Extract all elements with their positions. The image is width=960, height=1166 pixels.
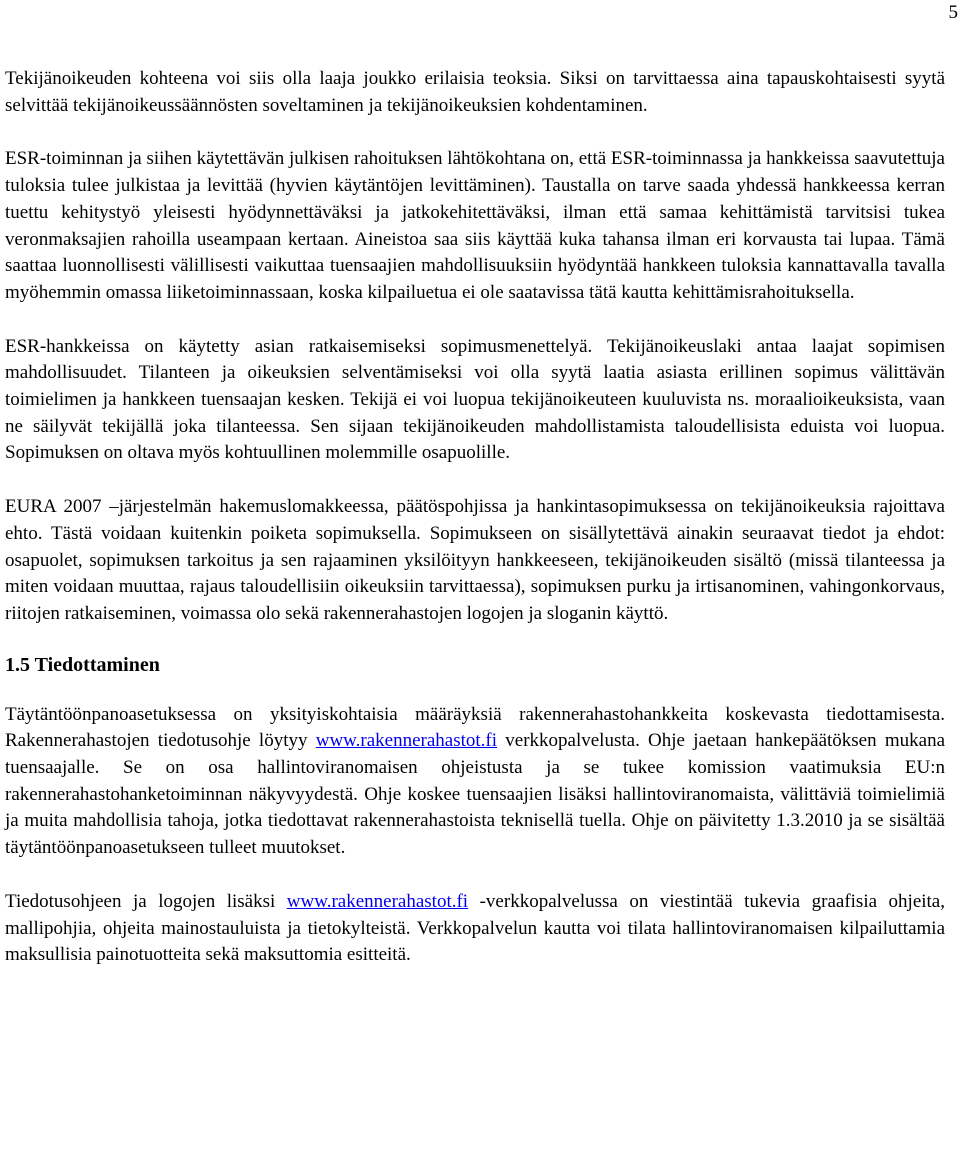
text-segment: verkkopalvelusta. Ohje jaetaan hankepäätöksen mukana tuensaajalle. Se on osa hallintoviranomaisen ohjeistusta ja se tukee komission vaatimuksia EU:n rakennerahastohanketoiminnan näkyvyydestä. Ohje koskee tuensaajien lisäksi hallintoviranomaista, välittäviä toimielimiä ja muita mahdollisia tahoja, jotka tiedottavat rakennerahastoista teknisellä tuella. Ohje on päivitetty 1.3.2010 ja se sisältää täytäntöönpanoasetukseen tulleet muutokset. xyxy=(5,730,945,859)
text-segment: -verkkopalvelussa on viestintää tukevia graafisia ohjeita, mallipohjia, ohjeita mainostauluista ja tietokylteistä. Verkkopalvelun kautta voi tilata hallintoviranomaisen kilpailuttamia maksullisia painotuotteita sekä maksuttomia esitteitä. xyxy=(5,890,945,966)
paragraph-copyright-scope: Tekijänoikeuden kohteena voi siis olla laaja joukko erilaisia teoksia. Siksi on tarvittaessa aina tapauskohtaisesti syytä selvittää tekijänoikeussäännösten soveltaminen ja tekijänoikeuksien kohdentaminen. xyxy=(5,68,945,116)
link-rakennerahastot[interactable]: www.rakennerahastot.fi xyxy=(286,890,469,912)
text-segment: Täytäntöönpanoasetuksessa on yksityiskohtaisia määräyksiä rakennerahastohankkeita koskevasta tiedottamisesta. Rakennerahastojen tiedotusohje löytyy xyxy=(5,703,945,752)
paragraph-contract-procedure: ESR-hankkeissa on käytetty asian ratkaisemiseksi sopimusmenettelyä. Tekijänoikeuslaki antaa laajat sopimisen mahdollisuudet. Tilanteen ja oikeuksien selventämiseksi voi olla syytä laatia asiasta erillinen sopimus välittävän toimielimen ja hankkeen tuensaajan kesken. Tekijä ei voi luopua tekijänoikeuteen kuuluvista ns. moraalioikeuksista, vaan ne säilyvät tekijällä joka tilanteessa. Sen sijaan tekijänoikeuden mahdollistamista taloudellisista eduista voi luopua. Sopimuksen on oltava myös kohtuullinen molemmille osapuolille. xyxy=(5,335,945,464)
paragraph-esr-dissemination: ESR-toiminnan ja siihen käytettävän julkisen rahoituksen lähtökohtana on, että ESR-toiminnassa ja hankkeissa saavutettuja tuloksia tulee julkistaa ja levittää (hyvien käytäntöjen levittäminen). Taustalla on tarve saada yhdessä hankkeessa kerran tuettu kehitystyö yleisesti hyödynnettäväksi ja jatkokehitettäväksi, ilman että samaa kehittämistä tarvitsisi tukea veronmaksajien rahoilla useampaan kertaan. Aineistoa saa siis käyttää kuka tahansa ilman eri korvausta tai lupaa. Tämä saattaa luonnollisesti välillisesti vaikuttaa tuensaajien mahdollisuuksiin hyödyntää hankkeen tuloksia kannattavalla tavalla myöhemmin omassa liiketoiminnassaan, koska kilpailuetua ei ole saatavissa tätä kautta kehittämisrahoituksella. xyxy=(5,148,945,303)
paragraph-web-service xyxy=(5,889,945,969)
paragraph-eura-terms: EURA 2007 –järjestelmän hakemuslomakkeessa, päätöspohjissa ja hankintasopimuksessa on tekijänoikeuksia rajoittava ehto. Tästä voidaan kuitenkin poiketa sopimuksella. Sopimukseen on sisällytettävä ainakin seuraavat tiedot ja ehdot: osapuolet, sopimuksen tarkoitus ja sen rajaaminen yksilöityyn hankkeeseen, tekijänoikeuden sisältö (missä tilanteessa ja miten voidaan muuttaa, rajaus taloudellisiin oikeuksiin tarvittaessa), sopimuksen purku ja irtisanominen, vahingonkorvaus, riitojen ratkaiseminen, voimassa olo sekä rakennerahastojen logojen ja sloganin käyttö. xyxy=(5,496,945,624)
section-heading-communication: 1.5 Tiedottaminen xyxy=(5,653,160,676)
page-number: 5 xyxy=(948,2,958,23)
link-rakennerahastot[interactable]: www.rakennerahastot.fi xyxy=(315,730,498,752)
document-body xyxy=(5,66,945,996)
paragraph-implementing-regulation xyxy=(5,702,945,862)
text-segment: Tiedotusohjeen ja logojen lisäksi xyxy=(5,890,287,912)
